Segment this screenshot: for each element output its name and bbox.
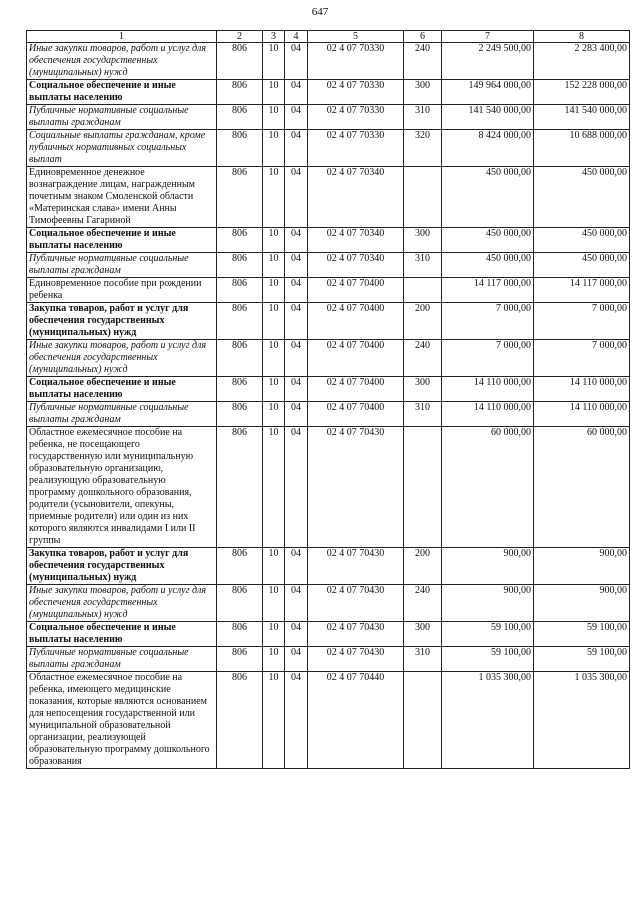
ministry-code: 806 — [217, 340, 263, 377]
section-code: 10 — [263, 672, 285, 769]
ministry-code: 806 — [217, 672, 263, 769]
section-code: 10 — [263, 548, 285, 585]
subsection-code: 04 — [285, 622, 308, 647]
ministry-code: 806 — [217, 130, 263, 167]
budget-item-name: Областное ежемесячное пособие на ребенка, не посещающего государственную или муниципальную образовательную организацию, реализующую образовательную программу дошкольного образования, родители (усыновители, опекуны, приемные родители) или один из них которого являются инвалидами I или II группы — [27, 427, 217, 548]
amount-year-2: 450 000,00 — [534, 253, 630, 278]
ministry-code: 806 — [217, 278, 263, 303]
expense-type-code: 200 — [404, 548, 442, 585]
table-row — [27, 130, 630, 167]
amount-year-1: 450 000,00 — [442, 253, 534, 278]
target-article-code: 02 4 07 70330 — [308, 105, 404, 130]
target-article-code: 02 4 07 70400 — [308, 340, 404, 377]
budget-item-name: Закупка товаров, работ и услуг для обеспечения государственных (муниципальных) нужд — [27, 548, 217, 585]
budget-item-name: Иные закупки товаров, работ и услуг для обеспечения государственных (муниципальных) нужд — [27, 340, 217, 377]
target-article-code: 02 4 07 70430 — [308, 647, 404, 672]
target-article-code: 02 4 07 70400 — [308, 303, 404, 340]
subsection-code: 04 — [285, 130, 308, 167]
amount-year-2: 1 035 300,00 — [534, 672, 630, 769]
amount-year-1: 450 000,00 — [442, 228, 534, 253]
table-row — [27, 585, 630, 622]
amount-year-2: 59 100,00 — [534, 622, 630, 647]
ministry-code: 806 — [217, 303, 263, 340]
ministry-code: 806 — [217, 167, 263, 228]
expense-type-code — [404, 672, 442, 769]
amount-year-1: 900,00 — [442, 548, 534, 585]
amount-year-2: 14 110 000,00 — [534, 377, 630, 402]
expense-type-code: 320 — [404, 130, 442, 167]
section-code: 10 — [263, 622, 285, 647]
ministry-code: 806 — [217, 80, 263, 105]
amount-year-1: 450 000,00 — [442, 167, 534, 228]
section-code: 10 — [263, 253, 285, 278]
ministry-code: 806 — [217, 43, 263, 80]
subsection-code: 04 — [285, 340, 308, 377]
column-header: 4 — [285, 31, 308, 43]
section-code: 10 — [263, 228, 285, 253]
ministry-code: 806 — [217, 647, 263, 672]
expense-type-code — [404, 167, 442, 228]
ministry-code: 806 — [217, 548, 263, 585]
ministry-code: 806 — [217, 377, 263, 402]
subsection-code: 04 — [285, 167, 308, 228]
budget-item-name: Иные закупки товаров, работ и услуг для обеспечения государственных (муниципальных) нужд — [27, 585, 217, 622]
amount-year-1: 2 249 500,00 — [442, 43, 534, 80]
amount-year-2: 59 100,00 — [534, 647, 630, 672]
table-row — [27, 427, 630, 548]
ministry-code: 806 — [217, 253, 263, 278]
expense-type-code: 310 — [404, 647, 442, 672]
section-code: 10 — [263, 647, 285, 672]
section-code: 10 — [263, 585, 285, 622]
budget-item-name: Социальное обеспечение и иные выплаты населению — [27, 228, 217, 253]
amount-year-2: 152 228 000,00 — [534, 80, 630, 105]
table-row — [27, 303, 630, 340]
amount-year-1: 59 100,00 — [442, 647, 534, 672]
amount-year-2: 10 688 000,00 — [534, 130, 630, 167]
column-header: 1 — [27, 31, 217, 43]
section-code: 10 — [263, 105, 285, 130]
table-row — [27, 228, 630, 253]
table-row — [27, 402, 630, 427]
amount-year-1: 14 117 000,00 — [442, 278, 534, 303]
amount-year-2: 14 110 000,00 — [534, 402, 630, 427]
table-row — [27, 80, 630, 105]
expense-type-code: 300 — [404, 80, 442, 105]
table-row — [27, 278, 630, 303]
target-article-code: 02 4 07 70400 — [308, 278, 404, 303]
budget-item-name: Иные закупки товаров, работ и услуг для обеспечения государственных (муниципальных) нужд — [27, 43, 217, 80]
subsection-code: 04 — [285, 228, 308, 253]
amount-year-2: 450 000,00 — [534, 228, 630, 253]
budget-item-name: Публичные нормативные социальные выплаты гражданам — [27, 647, 217, 672]
expense-type-code: 310 — [404, 402, 442, 427]
section-code: 10 — [263, 43, 285, 80]
subsection-code: 04 — [285, 303, 308, 340]
target-article-code: 02 4 07 70340 — [308, 167, 404, 228]
column-header: 5 — [308, 31, 404, 43]
target-article-code: 02 4 07 70340 — [308, 253, 404, 278]
column-header: 7 — [442, 31, 534, 43]
target-article-code: 02 4 07 70440 — [308, 672, 404, 769]
expense-type-code: 310 — [404, 105, 442, 130]
table-row — [27, 105, 630, 130]
budget-item-name: Публичные нормативные социальные выплаты гражданам — [27, 253, 217, 278]
expense-type-code: 240 — [404, 340, 442, 377]
table-row — [27, 340, 630, 377]
amount-year-2: 900,00 — [534, 548, 630, 585]
budget-item-name: Социальное обеспечение и иные выплаты населению — [27, 377, 217, 402]
amount-year-1: 1 035 300,00 — [442, 672, 534, 769]
column-number-row — [27, 31, 630, 43]
expense-type-code: 300 — [404, 622, 442, 647]
subsection-code: 04 — [285, 672, 308, 769]
amount-year-1: 7 000,00 — [442, 340, 534, 377]
expense-type-code: 240 — [404, 43, 442, 80]
amount-year-1: 8 424 000,00 — [442, 130, 534, 167]
table-row — [27, 43, 630, 80]
subsection-code: 04 — [285, 278, 308, 303]
budget-item-name: Закупка товаров, работ и услуг для обеспечения государственных (муниципальных) нужд — [27, 303, 217, 340]
expense-type-code: 240 — [404, 585, 442, 622]
table-row — [27, 167, 630, 228]
subsection-code: 04 — [285, 105, 308, 130]
subsection-code: 04 — [285, 43, 308, 80]
expense-type-code — [404, 427, 442, 548]
column-header: 6 — [404, 31, 442, 43]
budget-item-name: Публичные нормативные социальные выплаты гражданам — [27, 402, 217, 427]
amount-year-2: 141 540 000,00 — [534, 105, 630, 130]
subsection-code: 04 — [285, 585, 308, 622]
budget-item-name: Единовременное пособие при рождении ребенка — [27, 278, 217, 303]
section-code: 10 — [263, 130, 285, 167]
page-number: 647 — [311, 6, 329, 18]
budget-item-name: Социальное обеспечение и иные выплаты населению — [27, 80, 217, 105]
ministry-code: 806 — [217, 105, 263, 130]
ministry-code: 806 — [217, 585, 263, 622]
amount-year-1: 14 110 000,00 — [442, 377, 534, 402]
amount-year-1: 14 110 000,00 — [442, 402, 534, 427]
expense-type-code: 310 — [404, 253, 442, 278]
amount-year-1: 900,00 — [442, 585, 534, 622]
subsection-code: 04 — [285, 253, 308, 278]
subsection-code: 04 — [285, 377, 308, 402]
target-article-code: 02 4 07 70340 — [308, 228, 404, 253]
table-row — [27, 377, 630, 402]
column-header: 8 — [534, 31, 630, 43]
column-header: 3 — [263, 31, 285, 43]
section-code: 10 — [263, 167, 285, 228]
amount-year-1: 141 540 000,00 — [442, 105, 534, 130]
expense-type-code: 300 — [404, 228, 442, 253]
budget-item-name: Областное ежемесячное пособие на ребенка, имеющего медицинские показания, которые являются основанием для непосещения государственной или муниципальной образовательной организации, реализующей образовательную программу дошкольного образования — [27, 672, 217, 769]
target-article-code: 02 4 07 70330 — [308, 80, 404, 105]
amount-year-1: 59 100,00 — [442, 622, 534, 647]
amount-year-2: 60 000,00 — [534, 427, 630, 548]
section-code: 10 — [263, 303, 285, 340]
table-row — [27, 647, 630, 672]
ministry-code: 806 — [217, 622, 263, 647]
subsection-code: 04 — [285, 80, 308, 105]
target-article-code: 02 4 07 70400 — [308, 377, 404, 402]
table-row — [27, 253, 630, 278]
ministry-code: 806 — [217, 402, 263, 427]
subsection-code: 04 — [285, 402, 308, 427]
budget-table — [26, 30, 630, 769]
target-article-code: 02 4 07 70430 — [308, 585, 404, 622]
table-body — [27, 43, 630, 769]
amount-year-2: 7 000,00 — [534, 340, 630, 377]
section-code: 10 — [263, 377, 285, 402]
target-article-code: 02 4 07 70330 — [308, 43, 404, 80]
expense-type-code: 300 — [404, 377, 442, 402]
section-code: 10 — [263, 402, 285, 427]
section-code: 10 — [263, 340, 285, 377]
budget-item-name: Публичные нормативные социальные выплаты гражданам — [27, 105, 217, 130]
expense-type-code — [404, 278, 442, 303]
amount-year-1: 60 000,00 — [442, 427, 534, 548]
section-code: 10 — [263, 278, 285, 303]
amount-year-2: 900,00 — [534, 585, 630, 622]
target-article-code: 02 4 07 70430 — [308, 622, 404, 647]
table-row — [27, 622, 630, 647]
target-article-code: 02 4 07 70430 — [308, 548, 404, 585]
column-header: 2 — [217, 31, 263, 43]
budget-item-name: Единовременное денежное вознаграждение лицам, награжденным почетным знаком Смоленской области «Материнская слава» имени Анны Тимофеевны Гагариной — [27, 167, 217, 228]
subsection-code: 04 — [285, 427, 308, 548]
budget-item-name: Социальные выплаты гражданам, кроме публичных нормативных социальных выплат — [27, 130, 217, 167]
target-article-code: 02 4 07 70430 — [308, 427, 404, 548]
budget-item-name: Социальное обеспечение и иные выплаты населению — [27, 622, 217, 647]
amount-year-2: 450 000,00 — [534, 167, 630, 228]
target-article-code: 02 4 07 70400 — [308, 402, 404, 427]
target-article-code: 02 4 07 70330 — [308, 130, 404, 167]
amount-year-2: 2 283 400,00 — [534, 43, 630, 80]
amount-year-1: 7 000,00 — [442, 303, 534, 340]
subsection-code: 04 — [285, 548, 308, 585]
ministry-code: 806 — [217, 228, 263, 253]
table-row — [27, 548, 630, 585]
subsection-code: 04 — [285, 647, 308, 672]
amount-year-1: 149 964 000,00 — [442, 80, 534, 105]
amount-year-2: 14 117 000,00 — [534, 278, 630, 303]
section-code: 10 — [263, 80, 285, 105]
section-code: 10 — [263, 427, 285, 548]
ministry-code: 806 — [217, 427, 263, 548]
amount-year-2: 7 000,00 — [534, 303, 630, 340]
expense-type-code: 200 — [404, 303, 442, 340]
table-row — [27, 672, 630, 769]
